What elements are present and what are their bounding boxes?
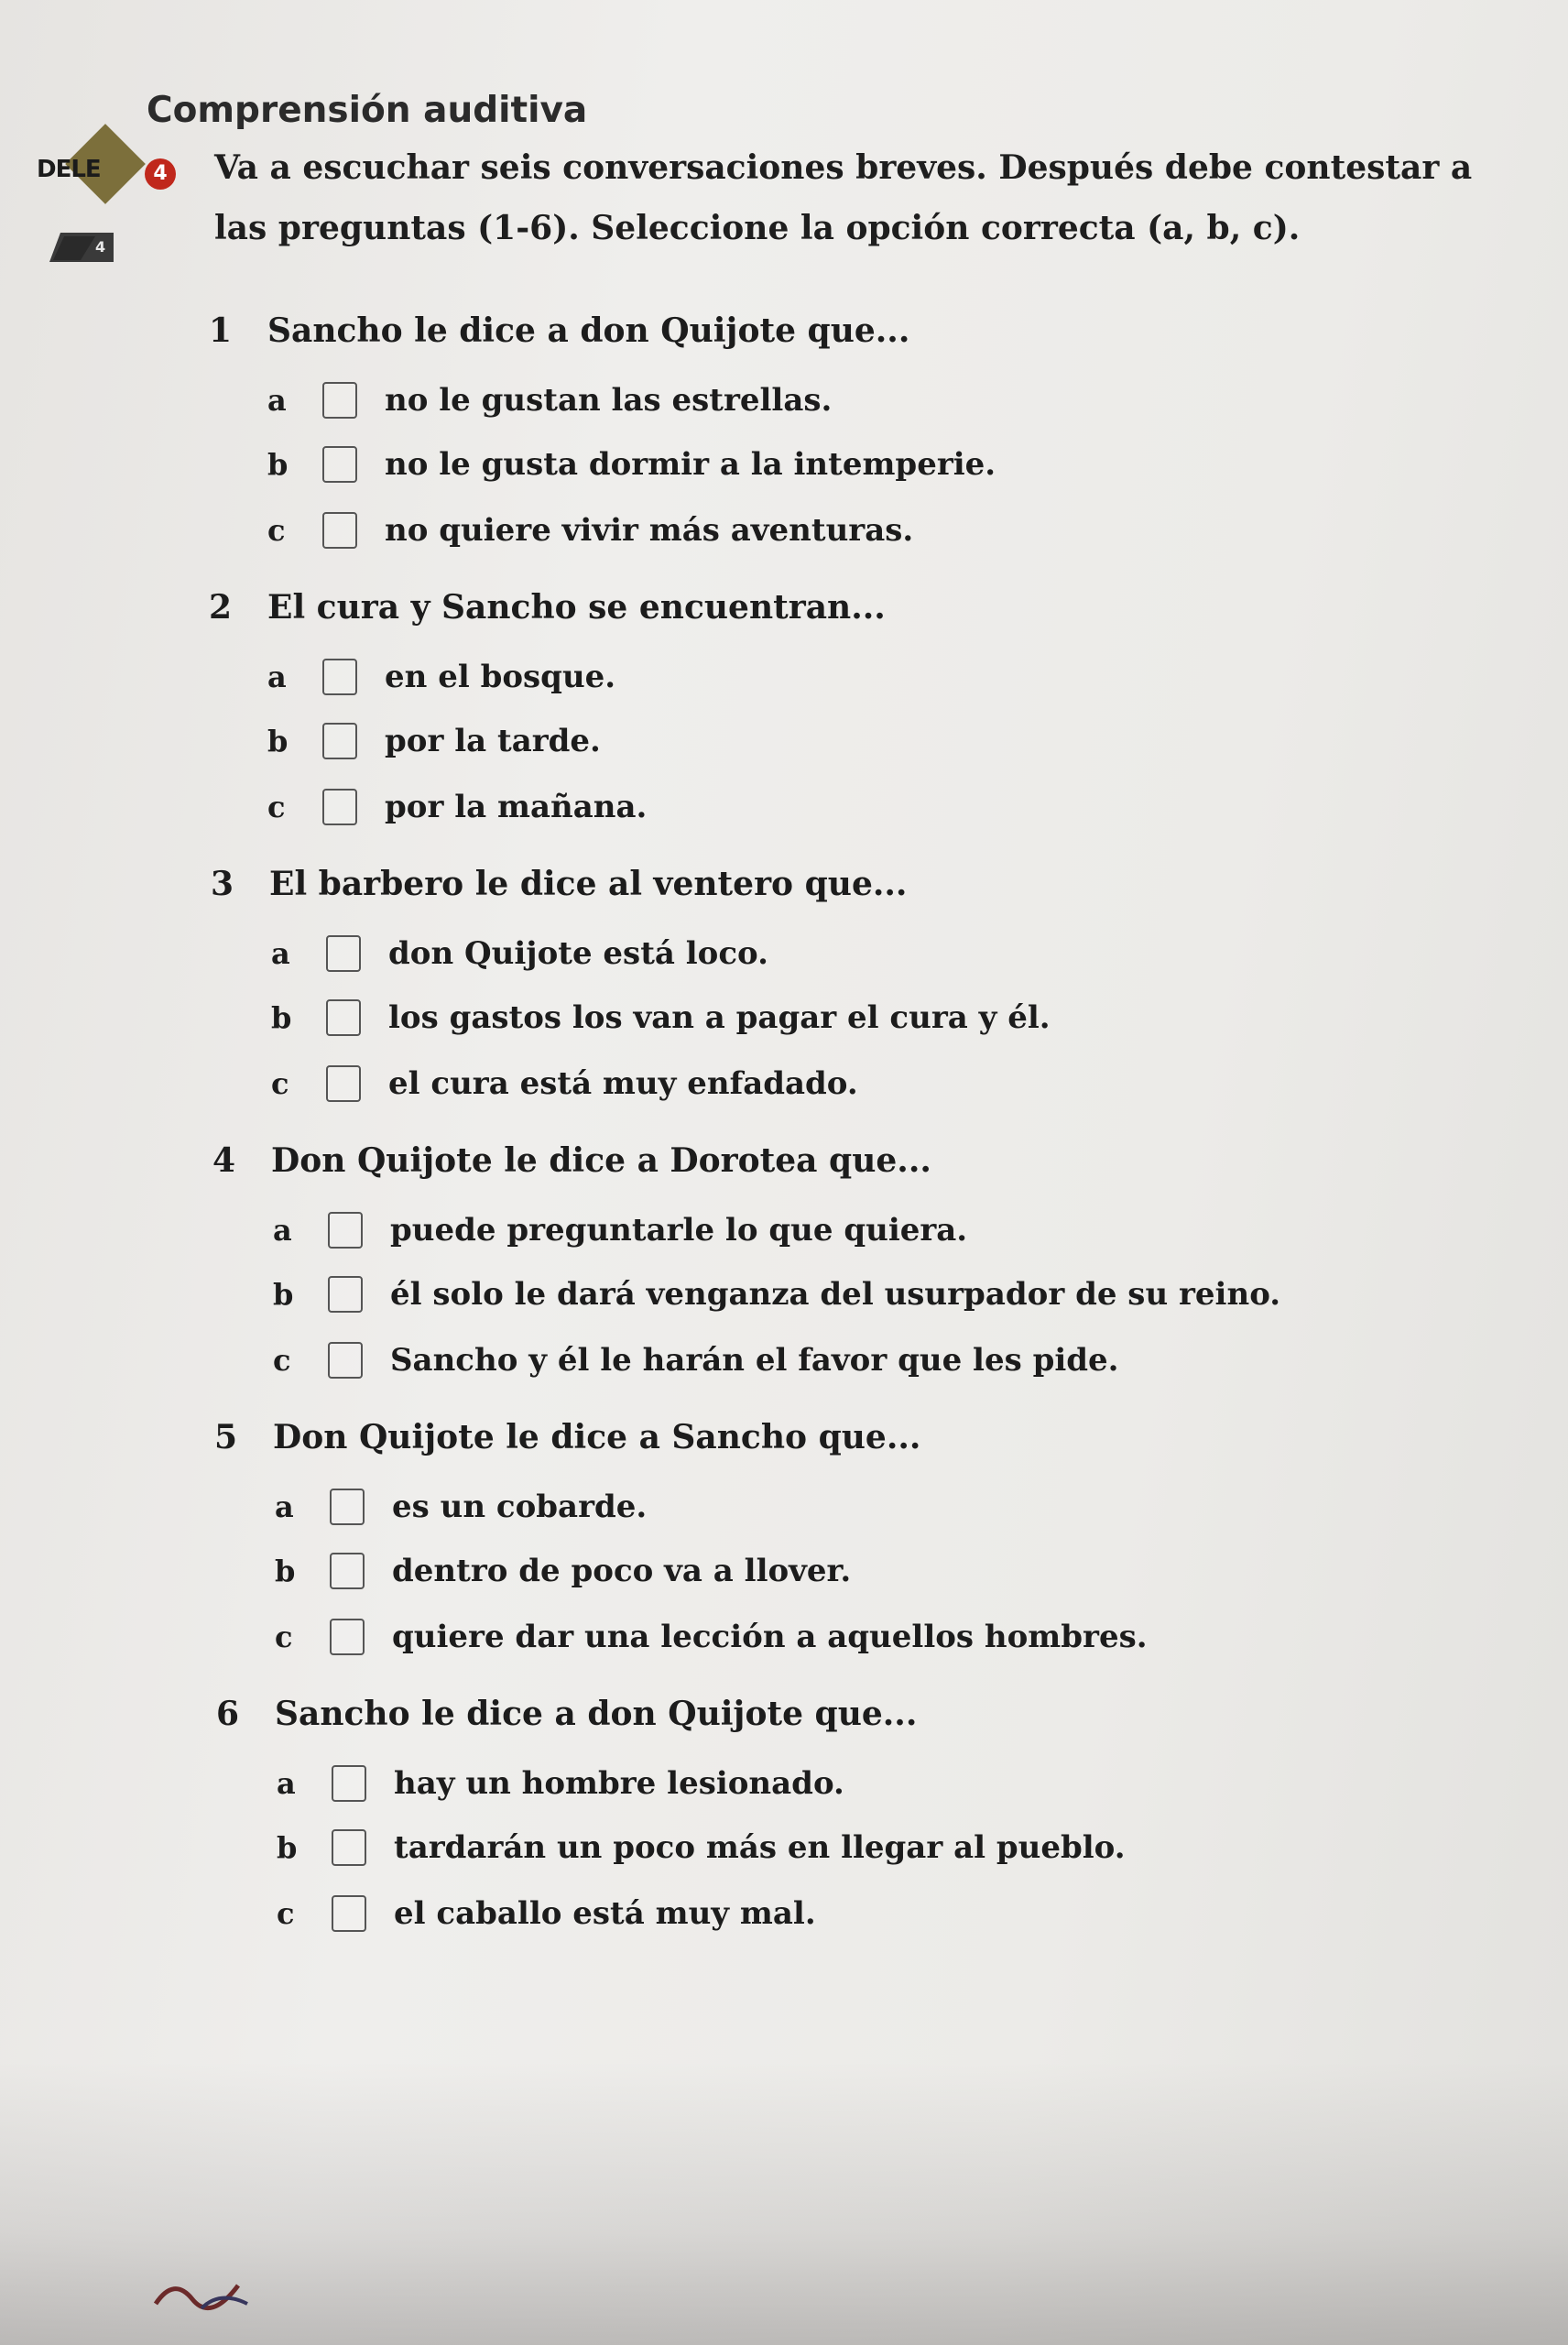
question-text: Sancho le dice a don Quijote que... (267, 311, 910, 350)
option-text: dentro de poco va a llover. (392, 1553, 852, 1589)
answer-checkbox[interactable] (326, 935, 361, 972)
answer-checkbox[interactable] (322, 382, 357, 419)
answer-checkbox[interactable] (322, 659, 357, 695)
question-2-option-b[interactable] (267, 718, 601, 764)
option-text: Sancho y él le harán el favor que les pide. (390, 1342, 1119, 1379)
option-letter: a (277, 1766, 296, 1801)
option-text: tardarán un poco más en llegar al pueblo. (394, 1829, 1126, 1866)
section-title: Comprensión auditiva (147, 90, 588, 131)
question-2-option-a[interactable] (267, 654, 615, 700)
answer-checkbox[interactable] (328, 1276, 363, 1313)
option-text: por la mañana. (385, 789, 648, 825)
option-letter: a (273, 1213, 292, 1248)
question-4-option-c[interactable] (273, 1337, 1119, 1383)
question-4-option-b[interactable] (273, 1271, 1280, 1317)
option-text: no le gusta dormir a la intemperie. (385, 446, 996, 483)
answer-checkbox[interactable] (322, 512, 357, 549)
question-1-option-b[interactable] (267, 442, 996, 487)
option-letter: c (277, 1896, 295, 1931)
question-4 (212, 1141, 931, 1187)
question-number: 5 (214, 1418, 238, 1456)
option-text: no le gustan las estrellas. (385, 382, 833, 419)
question-text: El cura y Sancho se encuentran... (267, 588, 886, 627)
option-text: el cura está muy enfadado. (388, 1065, 858, 1102)
question-3-option-b[interactable] (271, 995, 1051, 1041)
dele-label: DELE (37, 156, 101, 183)
question-1 (209, 311, 909, 357)
question-6-option-c[interactable] (277, 1891, 816, 1936)
option-letter: c (271, 1066, 289, 1101)
question-3-option-c[interactable] (271, 1061, 858, 1107)
question-5 (214, 1418, 920, 1464)
question-number: 3 (211, 865, 234, 903)
question-2 (209, 588, 886, 634)
option-letter: c (267, 790, 286, 824)
question-5-option-b[interactable] (275, 1548, 851, 1594)
option-text: los gastos los van a pagar el cura y él. (388, 999, 1051, 1036)
question-4-option-a[interactable] (273, 1207, 967, 1253)
option-letter: b (267, 724, 289, 758)
option-text: don Quijote está loco. (388, 935, 768, 972)
option-text: el caballo está muy mal. (394, 1895, 816, 1932)
answer-checkbox[interactable] (322, 789, 357, 825)
option-text: no quiere vivir más aventuras. (385, 512, 914, 549)
answer-checkbox[interactable] (328, 1342, 363, 1379)
question-text: Don Quijote le dice a Dorotea que... (271, 1141, 931, 1180)
question-number: 4 (212, 1141, 236, 1180)
question-number: 6 (216, 1695, 240, 1733)
question-3 (211, 865, 907, 911)
question-3-option-a[interactable] (271, 931, 768, 976)
pen-mark-decoration (147, 2258, 256, 2313)
option-letter: a (275, 1489, 294, 1524)
question-1-option-a[interactable] (267, 377, 832, 423)
question-text: Sancho le dice a don Quijote que... (275, 1695, 918, 1733)
question-text: El barbero le dice al ventero que... (269, 865, 908, 903)
question-6 (216, 1695, 917, 1740)
exercise-number-badge: 4 (145, 158, 176, 190)
answer-checkbox[interactable] (332, 1829, 366, 1866)
answer-checkbox[interactable] (332, 1895, 366, 1932)
option-letter: b (277, 1830, 298, 1865)
answer-checkbox[interactable] (326, 999, 361, 1036)
option-letter: c (267, 513, 286, 548)
question-2-option-c[interactable] (267, 784, 647, 830)
answer-checkbox[interactable] (330, 1553, 365, 1589)
answer-checkbox[interactable] (326, 1065, 361, 1102)
option-text: es un cobarde. (392, 1489, 648, 1525)
question-5-option-a[interactable] (275, 1484, 647, 1530)
answer-checkbox[interactable] (330, 1489, 365, 1525)
question-6-option-b[interactable] (277, 1825, 1126, 1871)
option-letter: b (267, 447, 289, 482)
question-number: 1 (209, 311, 233, 350)
option-letter: a (271, 936, 290, 971)
option-letter: b (275, 1554, 296, 1588)
answer-checkbox[interactable] (328, 1212, 363, 1249)
option-letter: a (267, 660, 287, 694)
option-text: en el bosque. (385, 659, 616, 695)
answer-checkbox[interactable] (322, 446, 357, 483)
option-text: hay un hombre lesionado. (394, 1765, 844, 1802)
option-letter: b (271, 1000, 292, 1035)
answer-checkbox[interactable] (330, 1619, 365, 1655)
question-5-option-c[interactable] (275, 1614, 1148, 1660)
question-number: 2 (209, 588, 233, 627)
audio-track-number: 4 (95, 238, 106, 256)
option-letter: c (273, 1343, 291, 1378)
option-letter: c (275, 1620, 293, 1654)
option-text: puede preguntarle lo que quiera. (390, 1212, 968, 1249)
question-6-option-a[interactable] (277, 1761, 844, 1806)
instruction-line-1: Va a escuchar seis conversaciones breves. Después debe contestar a (214, 148, 1473, 187)
option-text: quiere dar una lección a aquellos hombres. (392, 1619, 1148, 1655)
question-text: Don Quijote le dice a Sancho que... (273, 1418, 921, 1456)
answer-checkbox[interactable] (332, 1765, 366, 1802)
instruction-line-2: las preguntas (1-6). Seleccione la opción correcta (a, b, c). (214, 209, 1301, 247)
option-text: por la tarde. (385, 723, 601, 759)
option-text: él solo le dará venganza del usurpador de su reino. (390, 1276, 1281, 1313)
option-letter: b (273, 1277, 294, 1312)
question-1-option-c[interactable] (267, 507, 913, 553)
answer-checkbox[interactable] (322, 723, 357, 759)
audio-track-icon (40, 225, 119, 269)
option-letter: a (267, 383, 287, 418)
